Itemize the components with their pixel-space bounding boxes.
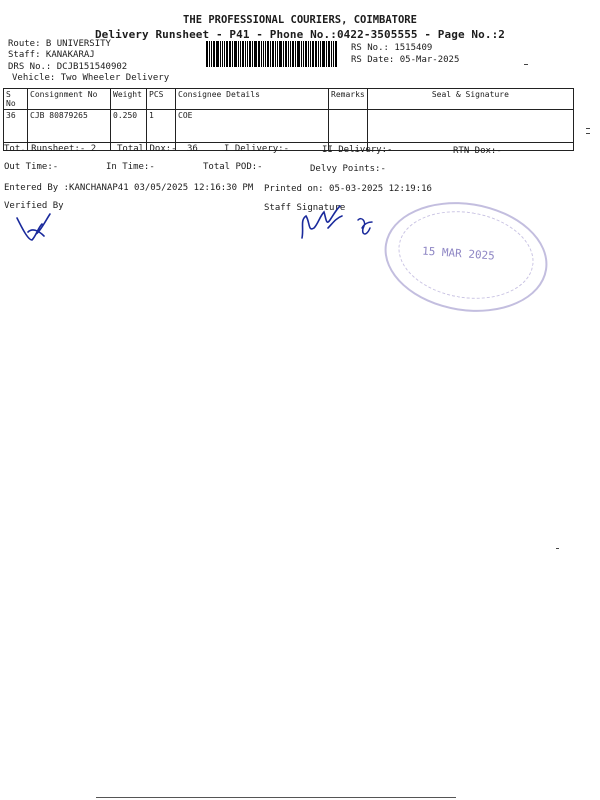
scan-speck	[586, 128, 590, 129]
rs-number: RS No.: 1515409	[351, 43, 433, 53]
i-delivery: I Delivery:-	[224, 144, 290, 154]
staff-signature-icon	[292, 198, 382, 244]
total-dox-value: 36	[187, 144, 198, 154]
scan-speck	[524, 64, 528, 65]
barcode-bar	[288, 41, 289, 67]
col-seal: Seal & Signature	[367, 89, 573, 110]
barcode-bar	[292, 41, 294, 67]
barcode-bar	[234, 41, 237, 67]
barcode-bar	[303, 41, 304, 67]
barcode-bar	[275, 41, 276, 67]
cell-consignment: CJB 80879265	[28, 110, 111, 151]
staff-label: Staff: KANAKARAJ	[8, 50, 95, 60]
barcode-bar	[335, 41, 337, 67]
total-pod: Total POD:-	[203, 162, 263, 172]
barcode-bar	[312, 41, 314, 67]
barcode-bar	[326, 41, 327, 67]
col-weight: Weight	[111, 89, 147, 110]
barcode-bar	[249, 41, 251, 67]
barcode-bar	[310, 41, 311, 67]
cell-consignee: COE	[176, 110, 329, 151]
barcode-bar	[209, 41, 210, 67]
cell-pcs: 1	[147, 110, 176, 151]
bottom-edge-line	[96, 797, 456, 798]
barcode-bar	[252, 41, 253, 67]
barcode-bar	[320, 41, 321, 67]
barcode-bar	[283, 41, 284, 67]
barcode-bar	[315, 41, 317, 67]
barcode-bar	[245, 41, 246, 67]
scan-speck	[586, 133, 590, 134]
barcode-bar	[328, 41, 330, 67]
col-consignee: Consignee Details	[176, 89, 329, 110]
divider	[3, 142, 574, 143]
rs-date: RS Date: 05-Mar-2025	[351, 55, 460, 65]
barcode-bar	[297, 41, 300, 67]
barcode-bar	[265, 41, 266, 67]
out-time: Out Time:-	[4, 162, 59, 172]
barcode-bar	[285, 41, 287, 67]
barcode-bar	[229, 41, 231, 67]
barcode-bar	[261, 41, 262, 67]
barcode-bar	[254, 41, 257, 67]
table-header-row	[4, 89, 574, 110]
barcode-bar	[318, 41, 319, 67]
barcode-bar	[333, 41, 334, 67]
printed-on: Printed on: 05-03-2025 12:19:16	[264, 184, 432, 194]
col-sno: S No	[4, 89, 28, 110]
cell-seal	[367, 110, 573, 151]
barcode-bar	[247, 41, 248, 67]
barcode-bar	[308, 41, 309, 67]
barcode-bar	[270, 41, 271, 67]
barcode-bar	[277, 41, 278, 67]
barcode-bar	[301, 41, 302, 67]
cell-weight: 0.250	[111, 110, 147, 151]
barcode-bar	[258, 41, 260, 67]
vehicle-label: Vehicle: Two Wheeler Delivery	[12, 73, 170, 83]
barcode-bar	[322, 41, 325, 67]
barcode-bar	[305, 41, 307, 67]
barcode	[206, 41, 340, 67]
barcode-bar	[220, 41, 221, 67]
barcode-bar	[331, 41, 332, 67]
barcode-bar	[290, 41, 291, 67]
entered-by: Entered By :KANCHANAP41 03/05/2025 12:16:30 PM	[4, 183, 254, 193]
barcode-bar	[222, 41, 223, 67]
barcode-bar	[240, 41, 241, 67]
total-dox-label: Total Dox:-	[117, 144, 177, 154]
verified-by-label: Verified By	[4, 201, 64, 211]
barcode-bar	[267, 41, 269, 67]
barcode-bar	[295, 41, 296, 67]
drs-number: DRS No.: DCJB151540902	[8, 62, 128, 72]
company-name: THE PROFESSIONAL COURIERS, COIMBATORE	[183, 14, 417, 26]
col-remarks: Remarks	[329, 89, 368, 110]
barcode-bar	[279, 41, 282, 67]
staff-signature-label: Staff Signature	[264, 203, 346, 213]
barcode-bar	[226, 41, 228, 67]
route-label: Route: B UNIVERSITY	[8, 39, 111, 49]
verified-signature-icon	[14, 210, 54, 244]
scan-speck	[556, 548, 559, 549]
barcode-bar	[216, 41, 219, 67]
tot-runsheet: Tot. Runsheet:- 2	[4, 144, 97, 154]
barcode-bar	[272, 41, 274, 67]
barcode-bar	[213, 41, 215, 67]
ii-delivery: II Delivery:-	[322, 145, 393, 155]
barcode-bar	[206, 41, 208, 67]
barcode-bar	[211, 41, 212, 67]
col-pcs: PCS	[147, 89, 176, 110]
barcode-bar	[238, 41, 239, 67]
stamp-date: 15 MAR 2025	[421, 244, 496, 263]
in-time: In Time:-	[106, 162, 155, 172]
barcode-bar	[232, 41, 233, 67]
barcode-bar	[242, 41, 244, 67]
cell-sno: 36	[4, 110, 28, 151]
col-consignment: Consignment No	[28, 89, 111, 110]
delvy-points: Delvy Points:-	[310, 164, 386, 174]
barcode-bar	[263, 41, 264, 67]
runsheet-title: Delivery Runsheet - P41 - Phone No.:0422-3505555 - Page No.:2	[94, 28, 506, 41]
rtn-dox: RTN Dox:-	[453, 146, 502, 156]
barcode-bar	[224, 41, 225, 67]
